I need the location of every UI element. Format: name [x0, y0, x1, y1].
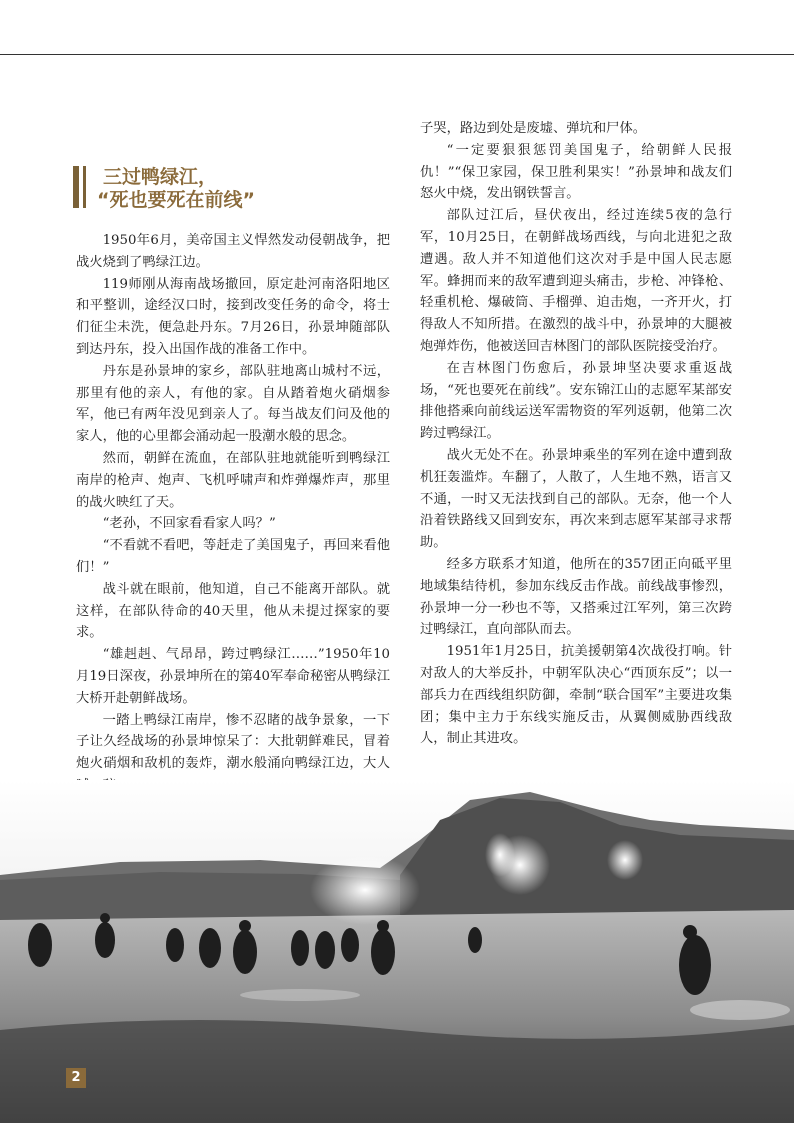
right-column	[420, 118, 732, 750]
paragraph: “老孙，不回家看看家人吗？”	[102, 516, 276, 532]
paragraph: 部队过江后，昼伏夜出，经过连续5夜的急行军，10月25日，在朝鲜战场西线，与向北进犯之敌遭遇。敌人并不知道他们这次对手是中国人民志愿军。蜂拥而来的敌军遭到迎头痛击，步枪、冲锋枪、轻重机枪、爆破筒、手榴弹、迫击炮，一齐开火，打得敌人不知所措。在激烈的战斗中，孙景坤的大腿被炮弹炸伤，他被送回吉林图门的部队医院接受治疗。	[420, 208, 732, 354]
paragraph: 在吉林图门伤愈后，孙景坤坚决要求重返战场，“死也要死在前线”。安东锦江山的志愿军某部安排他搭乘向前线运送军需物资的军列返朝，他第二次跨过鸭绿江。	[420, 360, 732, 442]
paragraph: 战火无处不在。孙景坤乘坐的军列在途中遭到敌机狂轰滥炸。车翻了，人散了，人生地不熟，语言又不通，一时又无法找到自己的部队。无奈，他一个人沿着铁路线又回到安东，再次来到志愿军某部寻求帮助。	[420, 447, 732, 551]
heading-accent-bar	[73, 166, 79, 208]
paragraph: “不看就不看吧，等赶走了美国鬼子，再回来看他们！”	[76, 538, 390, 575]
heading-line-2: “死也要死在前线”	[97, 189, 255, 211]
battle-photo	[0, 780, 794, 1123]
left-column	[76, 230, 390, 797]
paragraph: 119师刚从海南战场撤回，原定赴河南洛阳地区和平整训，途经汉口时，接到改变任务的命令，将士们征尘未洗，便急赴丹东。7月26日，孙景坤随部队到达丹东，投入出国作战的准备工作中。	[76, 276, 390, 357]
top-rule	[0, 54, 794, 55]
heading-accent-bar-thin	[83, 166, 86, 208]
paragraph: “雄赳赳、气昂昂，跨过鸭绿江……”1950年10月19日深夜，孙景坤所在的第40军奉命秘密从鸭绿江大桥开赴朝鲜战场。	[76, 647, 390, 706]
paragraph: 经多方联系才知道，他所在的357团正向砥平里地域集结待机，参加东线反击作战。前线战事惨烈，孙景坤一分一秒也不等，又搭乘过江军列，第三次跨过鸭绿江，直向部队而去。	[420, 556, 732, 638]
paragraph: 1951年1月25日，抗美援朝第4次战役打响。针对敌人的大举反扑，中朝军队决心“西顶东反”；以一部兵力在西线组织防御，牵制“联合国军”主要进攻集团；集中主力于东线实施反击，从翼侧威胁西线敌人，制止其进攻。	[420, 644, 732, 747]
heading-line-1: 三过鸭绿江，	[103, 166, 218, 188]
paragraph: 战斗就在眼前，他知道，自己不能离开部队。就这样，在部队待命的40天里，他从未提过探家的要求。	[76, 581, 390, 641]
paragraph: 丹东是孙景坤的家乡，部队驻地离山城村不远，那里有他的亲人，有他的家。自从踏着炮火硝烟参军，他已有两年没见到亲人了。每当战友们问及他的家人，他的心里都会涌动起一股潮水般的思念。	[76, 363, 390, 445]
page-number: 2	[66, 1068, 86, 1088]
paragraph-continuation: 子哭，路边到处是废墟、弹坑和尸体。	[420, 121, 647, 136]
paragraph: 然而，朝鲜在流血，在部队驻地就能听到鸭绿江南岸的枪声、炮声、飞机呼啸声和炸弹爆炸声，那里的战火映红了天。	[76, 450, 390, 510]
paragraph: 一踏上鸭绿江南岸，惨不忍睹的战争景象，一下子让久经战场的孙景坤惊呆了：大批朝鲜难民，冒着炮火硝烟和敌机的轰炸，潮水般涌向鸭绿江边，大人	[76, 712, 390, 772]
paragraph: 1950年6月，美帝国主义悍然发动侵朝战争，把战火烧到了鸭绿江边。	[76, 233, 390, 270]
paragraph: “一定要狠狠惩罚美国鬼子，给朝鲜人民报仇！”“保卫家园，保卫胜利果实！”孙景坤和战友们怒火中烧，发出钢铁誓言。	[420, 142, 732, 202]
